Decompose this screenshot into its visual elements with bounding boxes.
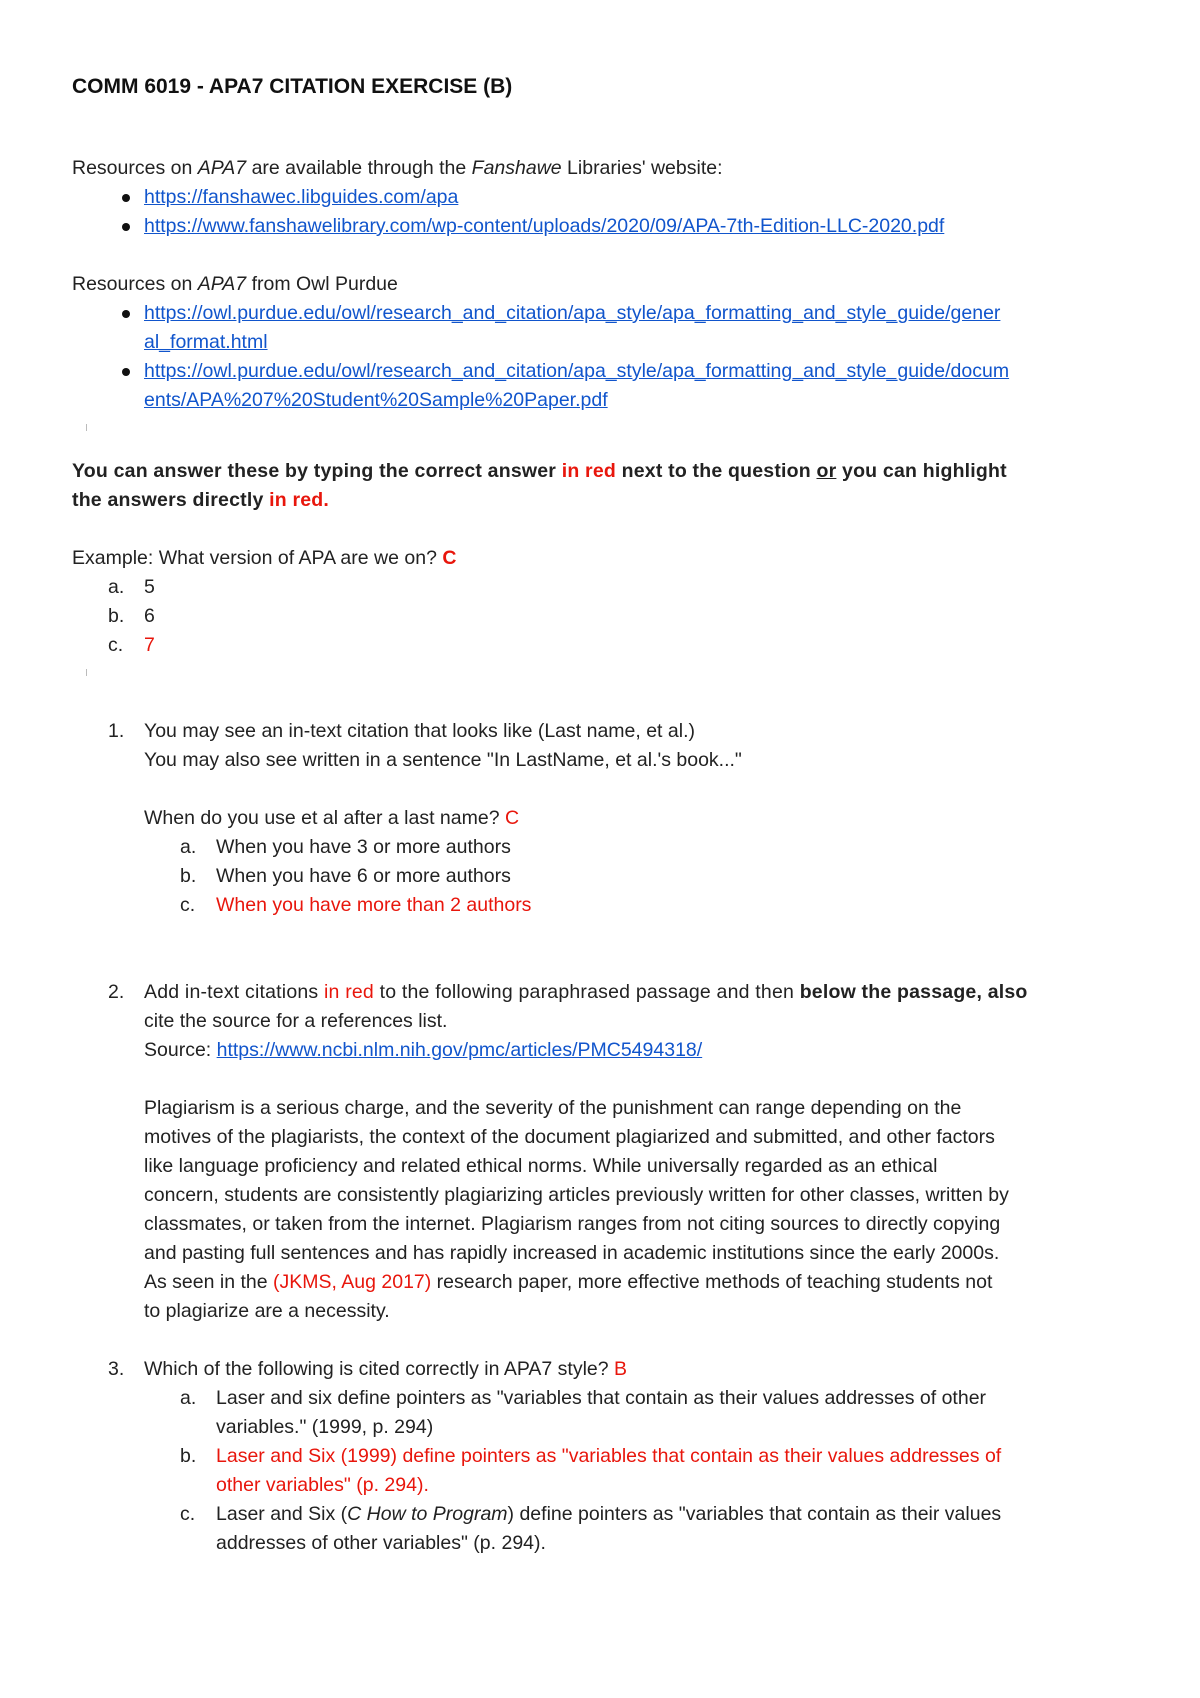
option-a (180, 833, 1132, 862)
option-text: 7 (144, 634, 155, 656)
example-options (72, 573, 1132, 660)
text: next to the question (616, 460, 817, 482)
option-text: 5 (144, 576, 155, 598)
question-number: 1. (108, 720, 125, 742)
list-item (144, 183, 1132, 212)
text: You can answer these by typing the correct answer (72, 460, 562, 482)
text: from Owl Purdue (246, 273, 398, 295)
text-italic: APA7 (197, 157, 247, 179)
question-2 (72, 978, 1132, 1326)
text: research paper, more effective methods of teaching students not (431, 1271, 993, 1293)
purdue-general-format-link-cont[interactable]: al_format.html (144, 331, 268, 353)
text: When do you use et al after a last name? (144, 807, 505, 829)
text: Which of the following is cited correctly in APA7 style? (144, 1358, 615, 1380)
option-marker: a. (180, 836, 197, 858)
option-marker: b. (180, 865, 197, 887)
fanshawe-links-list (72, 183, 1132, 241)
passage-line: like language proficiency and related ethical norms. While universally regarded as an ethical (144, 1155, 938, 1177)
option-text: Laser and Six (1999) define pointers as "variables that contain as their values addresses of (216, 1445, 1002, 1467)
question-text (144, 978, 1132, 1007)
libguides-link[interactable]: https://fanshawec.libguides.com/apa (144, 186, 459, 208)
text: Source: (144, 1039, 217, 1061)
purdue-sample-paper-link[interactable]: https://owl.purdue.edu/owl/research_and_citation/apa_style/apa_formatting_and_style_guide/docum (144, 360, 1010, 382)
question-1 (72, 717, 1132, 920)
text: As seen in the (144, 1271, 273, 1293)
page-title: COMM 6019 - APA7 CITATION EXERCISE (B) (72, 75, 513, 98)
text: Resources on (72, 273, 198, 295)
text-underline: or (816, 460, 837, 482)
option-text: When you have 3 or more authors (216, 836, 511, 858)
document-page (72, 72, 1132, 1558)
option-text: When you have 6 or more authors (216, 865, 511, 887)
option-b (108, 602, 1132, 631)
question-3-options (144, 1384, 1132, 1558)
passage-line: to plagiarize are a necessity. (144, 1300, 390, 1322)
purdue-general-format-link[interactable]: https://owl.purdue.edu/owl/research_and_citation/apa_style/apa_formatting_and_style_guide/gener (144, 302, 1001, 324)
option-marker: a. (180, 1387, 197, 1409)
resources-intro-fanshawe (72, 154, 1132, 183)
option-text: variables." (1999, p. 294) (216, 1416, 434, 1438)
resources-intro-purdue (72, 270, 1132, 299)
text-red: in red (324, 981, 374, 1003)
instructions (72, 457, 1132, 515)
purdue-links-list (72, 299, 1132, 415)
example-question (72, 544, 1132, 573)
option-text: 6 (144, 605, 155, 627)
option-text: ) define pointers as "variables that contain as their values (507, 1503, 1002, 1525)
option-text: Laser and six define pointers as "variables that contain as their values addresses of other (216, 1387, 987, 1409)
passage-line: and pasting full sentences and has rapidly increased in academic institutions since the early 2000s. (144, 1242, 1000, 1264)
text: Libraries' website: (561, 157, 723, 179)
passage (144, 1094, 1132, 1326)
option-text: other variables" (p. 294). (216, 1474, 429, 1496)
passage-line: classmates, or taken from the internet. Plagiarism ranges from not citing sources to directly copying (144, 1213, 1001, 1235)
text: the answers directly (72, 489, 270, 511)
option-marker: b. (108, 605, 125, 627)
question-text (144, 1355, 1132, 1384)
list-item (144, 212, 1132, 241)
text-red: in red. (269, 489, 330, 511)
text-italic: Fanshawe (471, 157, 562, 179)
option-b (180, 1442, 1132, 1500)
text-bold: below the passage, also (799, 981, 1028, 1003)
question-3 (72, 1355, 1132, 1558)
option-text-italic: C How to Program (347, 1503, 508, 1525)
text-italic: APA7 (197, 273, 247, 295)
option-marker: a. (108, 576, 125, 598)
text: cite the source for a references list. (144, 1010, 448, 1032)
source-line (144, 1036, 1132, 1065)
answer-text: B (614, 1358, 628, 1380)
text: Example: What version of APA are we on? (72, 547, 443, 569)
option-text: addresses of other variables" (p. 294). (216, 1532, 546, 1554)
option-marker: c. (180, 894, 196, 916)
question-number: 2. (108, 981, 125, 1003)
option-c (108, 631, 1132, 660)
text: you can highlight (836, 460, 1007, 482)
passage-line: concern, students are consistently plagiarizing articles previously written for other classes, written by (144, 1184, 1009, 1206)
option-b (180, 862, 1132, 891)
option-a (180, 1384, 1132, 1442)
text: to the following paraphrased passage and then (373, 981, 800, 1003)
passage-line: Plagiarism is a serious charge, and the severity of the punishment can range depending on the (144, 1097, 962, 1119)
answer-text: C (504, 807, 520, 829)
text: You may also see written in a sentence "In LastName, et al.'s book..." (144, 749, 742, 771)
option-text: When you have more than 2 authors (216, 894, 532, 916)
question-text (144, 804, 1132, 833)
citation-answer: (JKMS, Aug 2017) (273, 1271, 432, 1293)
question-number: 3. (108, 1358, 125, 1380)
option-c (180, 891, 1132, 920)
option-a (108, 573, 1132, 602)
answer-text: C (442, 547, 457, 569)
purdue-sample-paper-link-cont[interactable]: ents/APA%207%20Student%20Sample%20Paper.pdf (144, 389, 608, 411)
text: Resources on (72, 157, 198, 179)
text: Add in-text citations (144, 981, 324, 1003)
apa-pdf-link[interactable]: https://www.fanshawelibrary.com/wp-content/uploads/2020/09/APA-7th-Edition-LLC-2020.pdf (144, 215, 945, 237)
option-marker: c. (108, 634, 124, 656)
question-1-options (144, 833, 1132, 920)
text: You may see an in-text citation that looks like (Last name, et al.) (144, 720, 695, 742)
option-marker: c. (180, 1503, 196, 1525)
list-item (144, 357, 1132, 415)
source-link[interactable]: https://www.ncbi.nlm.nih.gov/pmc/articles/PMC5494318/ (216, 1039, 703, 1061)
text-red: in red (561, 460, 616, 482)
passage-line: motives of the plagiarists, the context of the document plagiarized and submitted, and other factors (144, 1126, 995, 1148)
passage-line (144, 1268, 1132, 1297)
text: are available through the (246, 157, 472, 179)
option-c (180, 1500, 1132, 1558)
option-text: Laser and Six ( (216, 1503, 348, 1525)
list-item (144, 299, 1132, 357)
option-marker: b. (180, 1445, 197, 1467)
